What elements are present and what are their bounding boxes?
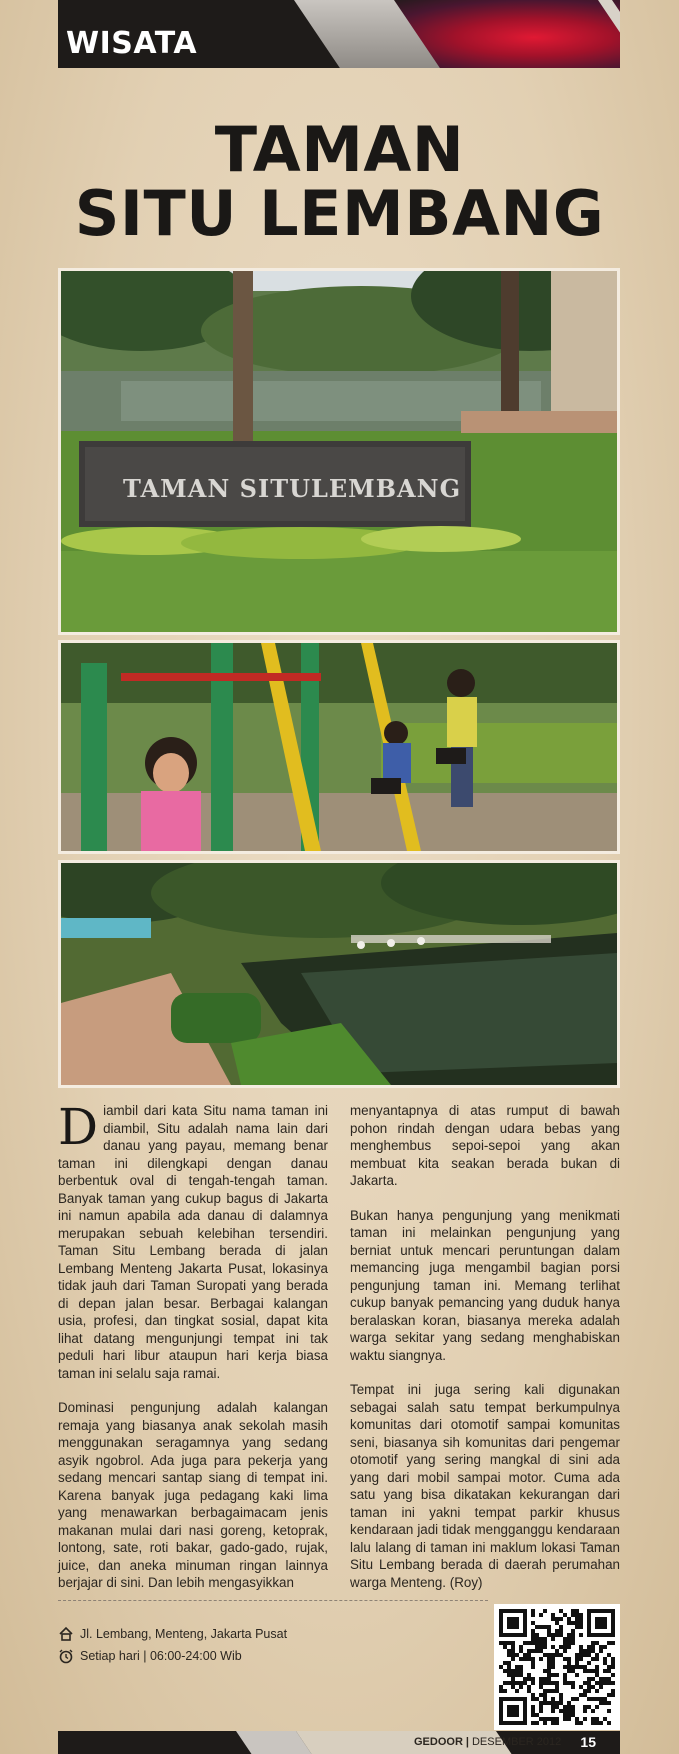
page-number: 15 <box>580 1734 596 1750</box>
photo-park-sign <box>58 268 620 635</box>
section-header-bar <box>58 0 620 68</box>
sign-text: TAMAN SITULEMBANG <box>123 474 462 503</box>
hours-row <box>58 1648 242 1664</box>
article-paragraph: Tempat ini juga sering kali digunakan sebagai salah satu tempat berkumpulnya komunitas dari otomotif sampai komunitas seni, biasanya sih komunitas dari pengemar otomotif yang sering mangkal di sini ada yang dari mobil sampai motor. Cuma ada satu yang bisa dikatakan kekurangan dari taman ini yakni tempat parkir khusus kendaraan jadi tidak mengganggu kendaraan lalu lalang di taman ini maklum lokasi Taman Situ Lembang berada di daerah perumahan warga Menteng. (Roy) <box>350 1382 620 1590</box>
info-divider <box>58 1600 488 1601</box>
title-line-2: SITU LEMBANG <box>74 177 605 250</box>
footer-separator: | <box>465 1736 469 1748</box>
dropcap: D <box>58 1098 99 1156</box>
address-row <box>58 1626 287 1642</box>
hours-text: Setiap hari | 06:00-24:00 Wib <box>80 1649 242 1663</box>
qr-code[interactable] <box>494 1604 620 1730</box>
paragraph-text: iambil dari kata Situ nama taman ini diambil, Situ adalah nama lain dari danau yang payau, memang benar taman ini dilengkapi dengan danau berbentuk oval di tengah-tengah taman. Banyak taman yang cukup bagus di Jakarta ini namun apabila ada danau di dalamnya merupakan sebuah kelebihan tersendiri. Taman Situ Lembang berada di jalan Lembang Menteng Jakarta Pusat, lokasinya tidak jauh dari Taman Suropati yang berada di depan jalan besar. Berbagai kalangan usia, profesi, dan tingkat sosial, dapat kita lihat datang mengunjungi tempat ini tak peduli hari libur ataupun hari kerja biasa taman ini selalu saja ramai. <box>58 1103 328 1381</box>
section-label: WISATA <box>66 26 198 61</box>
footer-credit <box>414 1736 561 1748</box>
title-line-1: TAMAN <box>214 113 465 186</box>
qr-code-image <box>499 1609 615 1725</box>
photo-lake <box>58 860 620 1088</box>
house-icon <box>58 1626 74 1642</box>
article-title <box>0 113 679 250</box>
article-column-left <box>58 1098 328 1609</box>
address-text: Jl. Lembang, Menteng, Jakarta Pusat <box>80 1627 288 1641</box>
footer-bar <box>58 1731 620 1754</box>
article-paragraph: Bukan hanya pengunjung yang menikmati taman ini melainkan pengunjung yang berniat untuk mencari peruntungan dalam memancing juga mengambil bagian porsi pengunjung taman ini. Memang terlihat cukup banyak pemancing yang duduk hanya beralaskan koran, biasanya mereka adalah warga sekitar yang sedang menghabiskan waktu siangnya. <box>350 1207 620 1363</box>
photo-children-swings <box>58 640 620 854</box>
magazine-name: GEDOOR <box>414 1736 463 1748</box>
article-paragraph: menyantapnya di atas rumput di bawah pohon rindah dengan udara bebas yang menghembus sepoi-sepoi yang akan membuat kita seakan berada bukan di Jakarta. <box>350 1103 620 1188</box>
clock-icon <box>58 1648 74 1664</box>
article-paragraph: Dominasi pengunjung adalah kalangan remaja yang biasanya anak sekolah masih menggunakan seragamnya yang sedang asyik ngobrol. Ada juga para pekerja yang sedang mencari santap siang di tempat ini. Karena banyak juga pedagang kaki lima yang menawarkan berbagaimacam jenis makanan mulai dari nasi goreng, ketoprak, lontong, sate, roti bakar, gado-gado, rujak, juice, dan aneka minuman ringan lainnya berjajar di sini. Dan lebih mengasyikkan <box>58 1400 328 1590</box>
article-paragraph <box>58 1098 328 1382</box>
article-column-right <box>350 1102 620 1608</box>
issue-date: DESEMBER 2012 <box>471 1736 562 1748</box>
